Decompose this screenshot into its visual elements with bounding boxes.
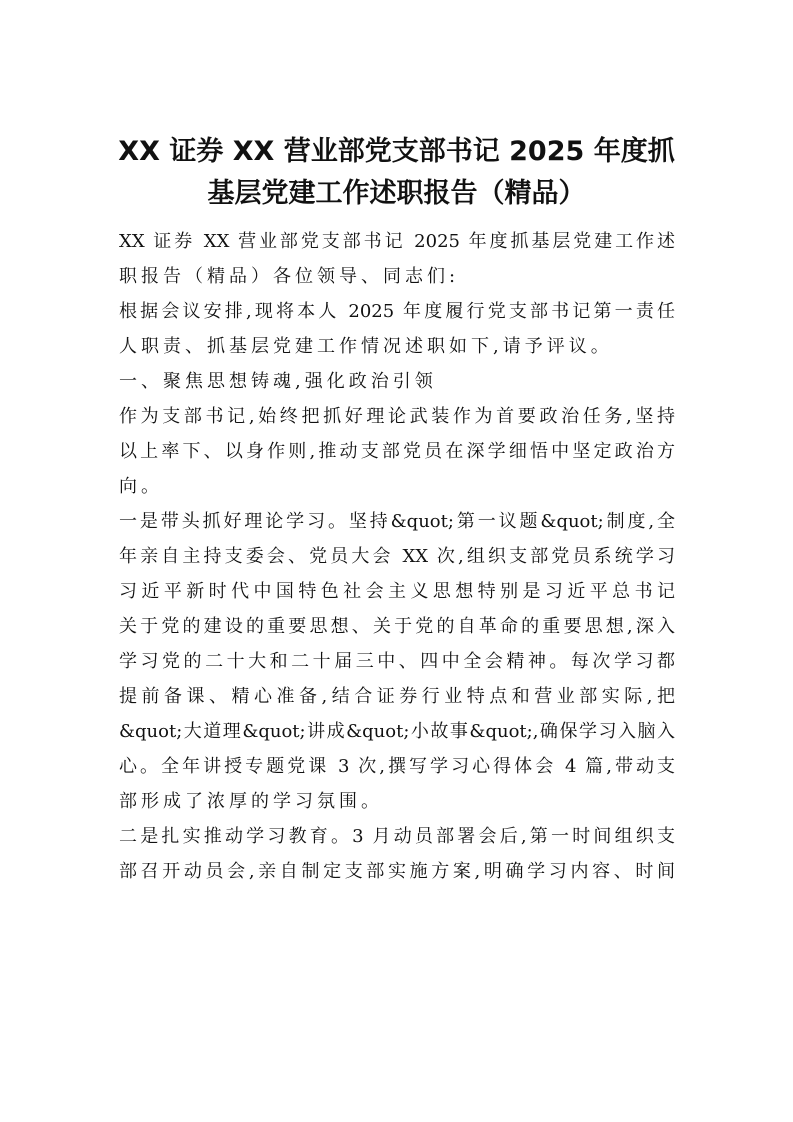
- body-text-line: 作为支部书记,始终把抓好理论武装作为首要政治任务,坚持: [119, 406, 675, 427]
- body-text-line: 年亲自主持支委会、党员大会 XX 次,组织支部党员系统学习: [119, 546, 675, 567]
- body-text-line: 学习党的二十大和二十届三中、四中全会精神。每次学习都: [119, 651, 675, 672]
- body-text-line: 习近平新时代中国特色社会主义思想特别是习近平总书记: [119, 581, 675, 602]
- body-text-line: 一是带头抓好理论学习。坚持&quot;第一议题&quot;制度,全: [119, 511, 675, 532]
- body-text-line: 根据会议安排,现将本人 2025 年度履行党支部书记第一责任: [119, 301, 675, 322]
- body-text-line: 职报告（精品）各位领导、同志们:: [119, 266, 460, 287]
- document-title-line-2: 基层党建工作述职报告（精品）: [207, 178, 586, 209]
- body-text-line: 提前备课、精心准备,结合证券行业特点和营业部实际,把: [119, 686, 675, 707]
- body-text-line: XX 证券 XX 营业部党支部书记 2025 年度抓基层党建工作述: [119, 231, 675, 252]
- body-text-line: 向。: [119, 476, 163, 497]
- body-text-line: 一、聚焦思想铸魂,强化政治引领: [119, 371, 437, 392]
- document-body: [119, 224, 675, 889]
- body-text-line: &quot;大道理&quot;讲成&quot;小故事&quot;,确保学习入脑入: [119, 721, 675, 742]
- body-text-line: 心。全年讲授专题党课 3 次,撰写学习心得体会 4 篇,带动支: [119, 756, 675, 777]
- body-text-line: 部召开动员会,亲自制定支部实施方案,明确学习内容、时间: [119, 861, 675, 882]
- body-text-line: 二是扎实推动学习教育。3 月动员部署会后,第一时间组织支: [119, 826, 675, 847]
- body-text-line: 人职责、抓基层党建工作情况述职如下,请予评议。: [119, 336, 613, 357]
- body-text-line: 部形成了浓厚的学习氛围。: [119, 791, 383, 812]
- body-text-line: 以上率下、以身作则,推动支部党员在深学细悟中坚定政治方: [119, 441, 675, 462]
- document-title-line-1: XX 证券 XX 营业部党支部书记 2025 年度抓: [118, 136, 675, 167]
- body-text-line: 关于党的建设的重要思想、关于党的自革命的重要思想,深入: [119, 616, 675, 637]
